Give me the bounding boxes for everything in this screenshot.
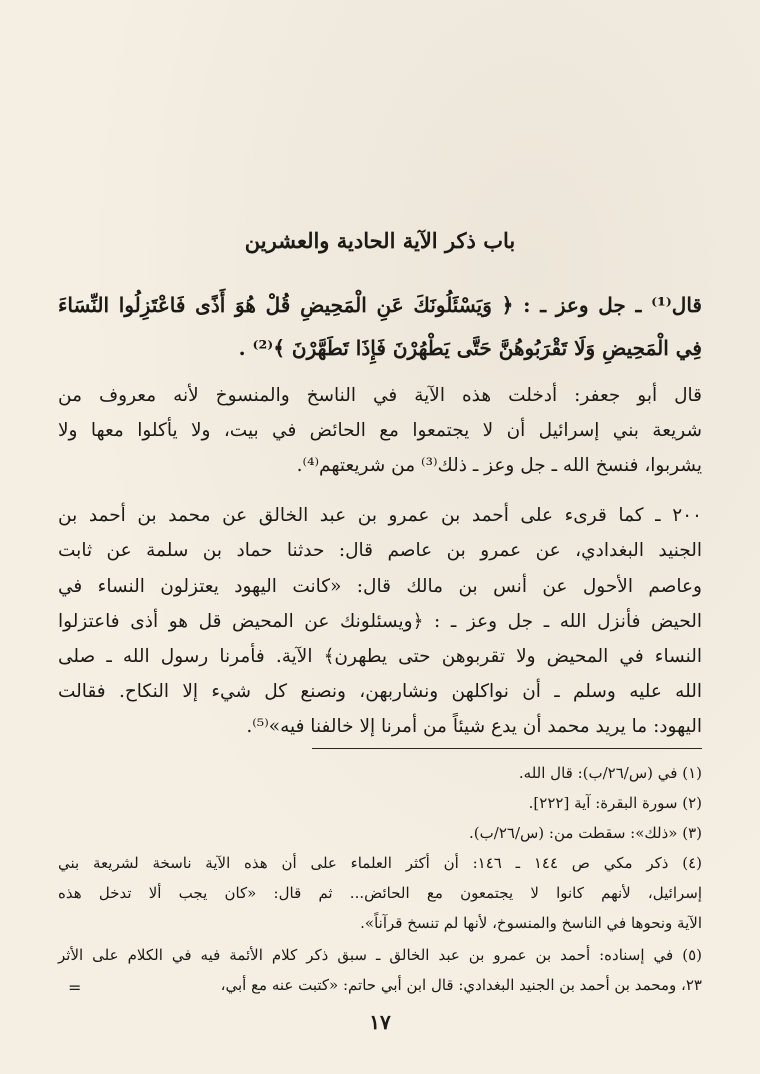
continuation-mark: = [68, 978, 82, 997]
paragraph-2-line-2: الجنيد البغدادي، عن عمرو بن عاصم قال: حدثنا حماد بن سلمة عن ثابت [58, 540, 702, 561]
page-number: ١٧ [369, 1010, 391, 1034]
footnote-1: (١) في (س/٢٦/ب): قال الله. [518, 764, 702, 782]
paragraph-2-line-1: ٢٠٠ ـ كما قرىء على أحمد بن عمرو بن عبد الخالق عن محمد بن أحمد بن [58, 505, 702, 526]
footnote-divider [312, 748, 702, 749]
paragraph-2-line-7: اليهود: ما يريد محمد أن يدع شيئاً من أمرنا إلا خالفنا فيه»⁽⁵⁾. [246, 716, 702, 737]
paragraph-1-line-1: قال أبو جعفر: أدخلت هذه الآية في الناسخ والمنسوخ لأنه معروف من [58, 385, 702, 406]
footnote-4-line-2: إسرائيل، لأنهم كانوا لا يجتمعون مع الحائض... ثم قال: «كان يجب ألا تدخل هذه [58, 884, 702, 902]
footnote-3: (٣) «ذلك»: سقطت من: (س/٢٦/ب). [469, 824, 702, 842]
paragraph-1-line-3: يشربوا، فنسخ الله ـ جل وعز ـ ذلك⁽³⁾ من شريعتهم⁽⁴⁾. [296, 455, 702, 476]
paragraph-2-line-6: الله عليه وسلم ـ أن نواكلهن ونشاربهن، ونصنع كل شيء إلا النكاح. فقالت [58, 681, 702, 702]
quran-verse-line-1: قال⁽¹⁾ ـ جل وعز ـ : ﴿ وَيَسْئَلُونَكَ عَنِ الْمَحِيضِ قُلْ هُوَ أَذًى فَاعْتَزِلُوا النِّسَاءَ [58, 293, 702, 317]
paragraph-2-line-3: وعاصم الأحول عن أنس بن مالك قال: «كانت اليهود يعتزلون النساء في [58, 576, 702, 597]
quran-verse-line-2: فِي الْمَحِيضِ وَلَا تَقْرَبُوهُنَّ حَتَّى يَطْهُرْنَ فَإِذَا تَطَهَّرْنَ ﴾⁽²⁾ . [238, 336, 702, 360]
footnote-4-line-1: (٤) ذكر مكي ص ١٤٤ ـ ١٤٦: أن أكثر العلماء على أن هذه الآية ناسخة لشريعة بني [58, 854, 703, 872]
chapter-title: باب ذكر الآية الحادية والعشرين [244, 228, 516, 253]
footnote-4-line-3: الآية ونحوها في الناسخ والمنسوخ، لأنها لم تنسخ قرآناً». [360, 914, 702, 932]
footnote-2: (٢) سورة البقرة: آية [٢٢٢]. [528, 794, 702, 812]
footnote-5-line-1: (٥) في إسناده: أحمد بن عمرو بن عبد الخالق ـ سبق ذكر كلام الأئمة فيه في الكلام على الأثر [58, 946, 702, 964]
paragraph-2-line-4: الحيض فأنزل الله ـ جل وعز ـ : ﴿ويسئلونك عن المحيض قل هو أذى فاعتزلوا [58, 611, 702, 632]
paragraph-1-line-2: شريعة بني إسرائيل أن لا يجتمعوا مع الحائض في بيت، ولا يأكلوا معها ولا [58, 420, 702, 441]
footnote-5-line-2: ٢٣، ومحمد بن أحمد بن الجنيد البغدادي: قال ابن أبي حاتم: «كتبت عنه مع أبي، [220, 976, 702, 994]
paragraph-2-line-5: النساء في المحيض ولا تقربوهن حتى يطهرن﴾ الآية. فأمرنا رسول الله ـ صلى [58, 646, 702, 667]
